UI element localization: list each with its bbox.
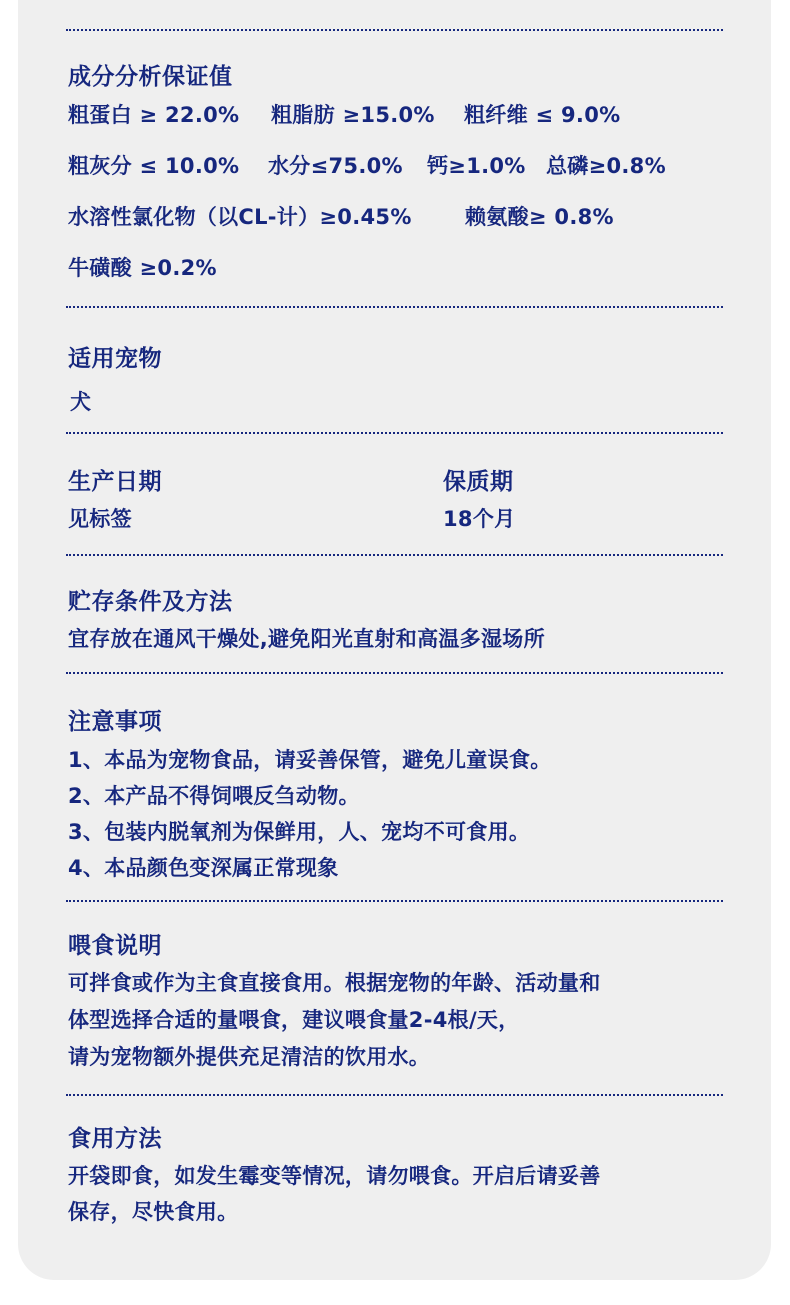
notes-line: 2、本产品不得饲喂反刍动物。 — [68, 784, 360, 808]
notes-title: 注意事项 — [68, 709, 162, 735]
feeding-title: 喂食说明 — [68, 933, 162, 959]
nutrient-taurine: 牛磺酸 ≥0.2% — [68, 256, 217, 280]
production-date-title: 生产日期 — [68, 469, 162, 495]
nutrient-phosphorus: 总磷≥0.8% — [546, 154, 666, 178]
usage-title: 食用方法 — [68, 1126, 162, 1152]
divider — [66, 1094, 723, 1096]
pet-value: 犬 — [70, 390, 92, 414]
feeding-line: 可拌食或作为主食直接食用。根据宠物的年龄、活动量和 — [68, 971, 601, 995]
nutrient-crude-fiber: 粗纤维 ≤ 9.0% — [464, 103, 621, 127]
production-date-value: 见标签 — [68, 507, 132, 531]
notes-line: 3、包装内脱氧剂为保鲜用，人、宠均不可食用。 — [68, 820, 531, 844]
shelf-life-title: 保质期 — [443, 469, 514, 495]
nutrient-moisture: 水分≤75.0% — [268, 154, 403, 178]
notes-line: 4、本品颜色变深属正常现象 — [68, 856, 339, 880]
notes-line: 1、本品为宠物食品，请妥善保管，避免儿童误食。 — [68, 748, 552, 772]
shelf-life-value: 18个月 — [443, 507, 516, 531]
storage-text: 宜存放在通风干燥处,避免阳光直射和高温多湿场所 — [68, 627, 545, 651]
usage-line: 开袋即食，如发生霉变等情况，请勿喂食。开启后请妥善 — [68, 1164, 601, 1188]
nutrient-chloride: 水溶性氯化物（以CL-计）≥0.45% — [68, 205, 412, 229]
divider — [66, 29, 723, 31]
analysis-title: 成分分析保证值 — [68, 64, 233, 90]
divider — [66, 306, 723, 308]
usage-line: 保存，尽快食用。 — [68, 1200, 239, 1224]
nutrient-lysine: 赖氨酸≥ 0.8% — [465, 205, 614, 229]
nutrient-crude-ash: 粗灰分 ≤ 10.0% — [68, 154, 240, 178]
pet-title: 适用宠物 — [68, 346, 162, 372]
divider — [66, 432, 723, 434]
storage-title: 贮存条件及方法 — [68, 589, 233, 615]
nutrient-calcium: 钙≥1.0% — [427, 154, 526, 178]
feeding-line: 请为宠物额外提供充足清洁的饮用水。 — [68, 1045, 431, 1069]
nutrient-crude-fat: 粗脂肪 ≥15.0% — [271, 103, 435, 127]
divider — [66, 672, 723, 674]
divider — [66, 554, 723, 556]
divider — [66, 900, 723, 902]
feeding-line: 体型选择合适的量喂食，建议喂食量2-4根/天， — [68, 1008, 520, 1032]
nutrient-crude-protein: 粗蛋白 ≥ 22.0% — [68, 103, 240, 127]
